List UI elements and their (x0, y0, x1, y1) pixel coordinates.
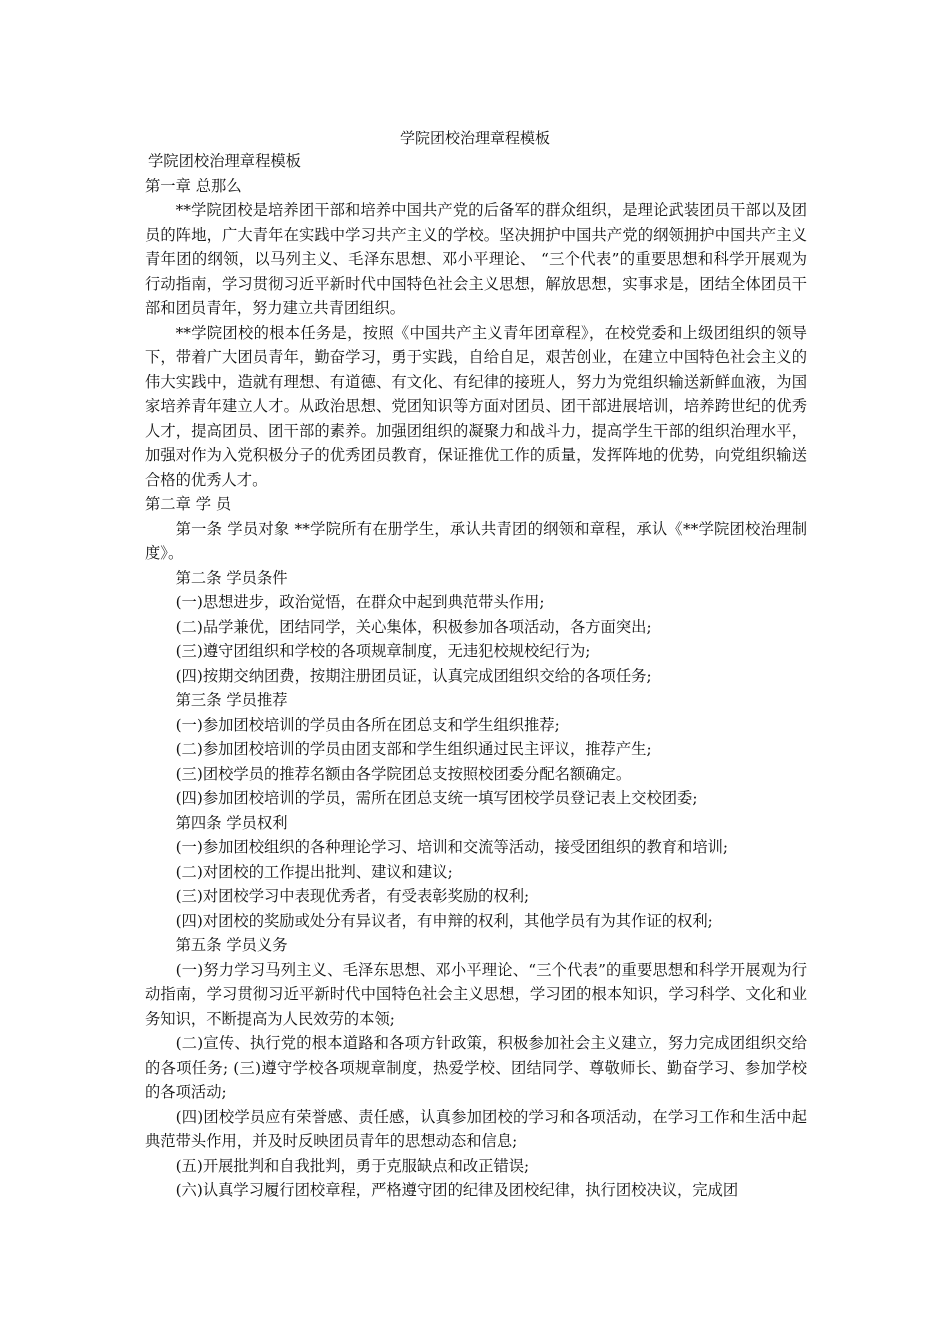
article-5-item: (一)努力学习马列主义、毛泽东思想、邓小平理论、“三个代表”的重要思想和科学开展观为行动指南，学习贯彻习近平新时代中国特色社会主义思想，学习团的根本知识，学习科学、文化和业务知识，不断提高为人民效劳的本领; (145, 960, 807, 1028)
document-title: 学院团校治理章程模板 (399, 129, 550, 147)
article-4-item: (二)对团校的工作提出批判、建议和建议; (175, 862, 453, 881)
article-1-text: 第一条 学员对象 **学院所有在册学生，承认共青团的纲领和章程，承认《**学院团校治理制度》。 (145, 519, 807, 562)
article-4-heading: 第四条 学员权利 (175, 813, 288, 832)
article-3-item: (一)参加团校培训的学员由各所在团总支和学生组织推荐; (175, 715, 560, 734)
article-2-item: (一)思想进步，政治觉悟，在群众中起到典范带头作用; (175, 593, 545, 611)
article-3-item: (二)参加团校培训的学员由团支部和学生组织通过民主评议，推荐产生; (175, 740, 652, 758)
article-3-item: (四)参加团校培训的学员，需所在团总支统一填写团校学员登记表上交校团委; (175, 789, 698, 807)
article-2-item: (四)按期交纳团费，按期注册团员证，认真完成团组织交给的各项任务; (175, 666, 652, 685)
article-3-heading: 第三条 学员推荐 (175, 691, 288, 709)
chapter-1-paragraph: **学院团校的根本任务是，按照《中国共产主义青年团章程》，在校党委和上级团组织的领导下，带着广大团员青年，勤奋学习，勇于实践，自给自足，艰苦创业，在建立中国特色社会主义的伟大实践中，造就有理想、有道德、有文化、有纪律的接班人，努力为党组织输送新鲜血液，为国家培养青年建立人才。从政治思想、党团知识等方面对团员、团干部进展培训，培养跨世纪的优秀人才，提高团员、团干部的素养。加强团组织的凝聚力和战斗力，提高学生干部的组织治理水平，加强对作为入党积极分子的优秀团员教育，保证推优工作的质量，发挥阵地的优势，向党组织输送合格的优秀人才。 (145, 323, 807, 489)
article-3-item: (三)团校学员的推荐名额由各学院团总支按照校团委分配名额确定。 (175, 764, 632, 783)
article-4-item: (三)对团校学习中表现优秀者，有受表彰奖励的权利; (175, 887, 530, 905)
article-5-item: (六)认真学习履行团校章程，严格遵守团的纪律及团校纪律，执行团校决议，完成团 (175, 1181, 739, 1199)
chapter-2-heading: 第二章 学 员 (145, 495, 232, 513)
chapter-1-heading: 第一章 总那么 (145, 176, 242, 195)
article-4-item: (四)对团校的奖励或处分有异议者，有申辩的权利，其他学员有为其作证的权利; (175, 911, 713, 930)
article-2-heading: 第二条 学员条件 (175, 568, 288, 587)
article-4-item: (一)参加团校组织的各种理论学习、培训和交流等活动，接受团组织的教育和培训; (175, 838, 729, 856)
article-2-item: (三)遵守团组织和学校的各项规章制度，无违犯校规校纪行为; (175, 642, 591, 660)
article-5-item: (四)团校学员应有荣誉感、责任感，认真参加团校的学习和各项活动，在学习工作和生活中起典范带头作用，并及时反映团员青年的思想动态和信息; (145, 1107, 807, 1150)
article-2-item: (二)品学兼优，团结同学，关心集体，积极参加各项活动，各方面突出; (175, 617, 652, 636)
article-5-heading: 第五条 学员义务 (175, 936, 288, 954)
chapter-1-paragraph: **学院团校是培养团干部和培养中国共产党的后备军的群众组织，是理论武装团员干部以及团员的阵地，广大青年在实践中学习共产主义的学校。坚决拥护中国共产党的纲领拥护中国共产主义青年团的纲领，以马列主义、毛泽东思想、邓小平理论、 “三个代表”的重要思想和科学开展观为行动指南，学习贯彻习近平新时代中国特色社会主义思想，解放思想，实事求是，团结全体团员干部和团员青年，努力建立共青团组织。 (145, 201, 807, 317)
document-body (145, 149, 807, 1203)
article-5-item: (二)宣传、执行党的根本道路和各项方针政策，积极参加社会主义建立，努力完成团组织交给的各项任务; (三)遵守学校各项规章制度，热爱学校、团结同学、尊敬师长、勤奋学习、参加学校的各项活动; (145, 1034, 807, 1101)
document-subtitle: 学院团校治理章程模板 (148, 152, 301, 170)
article-5-item: (五)开展批判和自我批判，勇于克服缺点和改正错误; (175, 1156, 530, 1175)
